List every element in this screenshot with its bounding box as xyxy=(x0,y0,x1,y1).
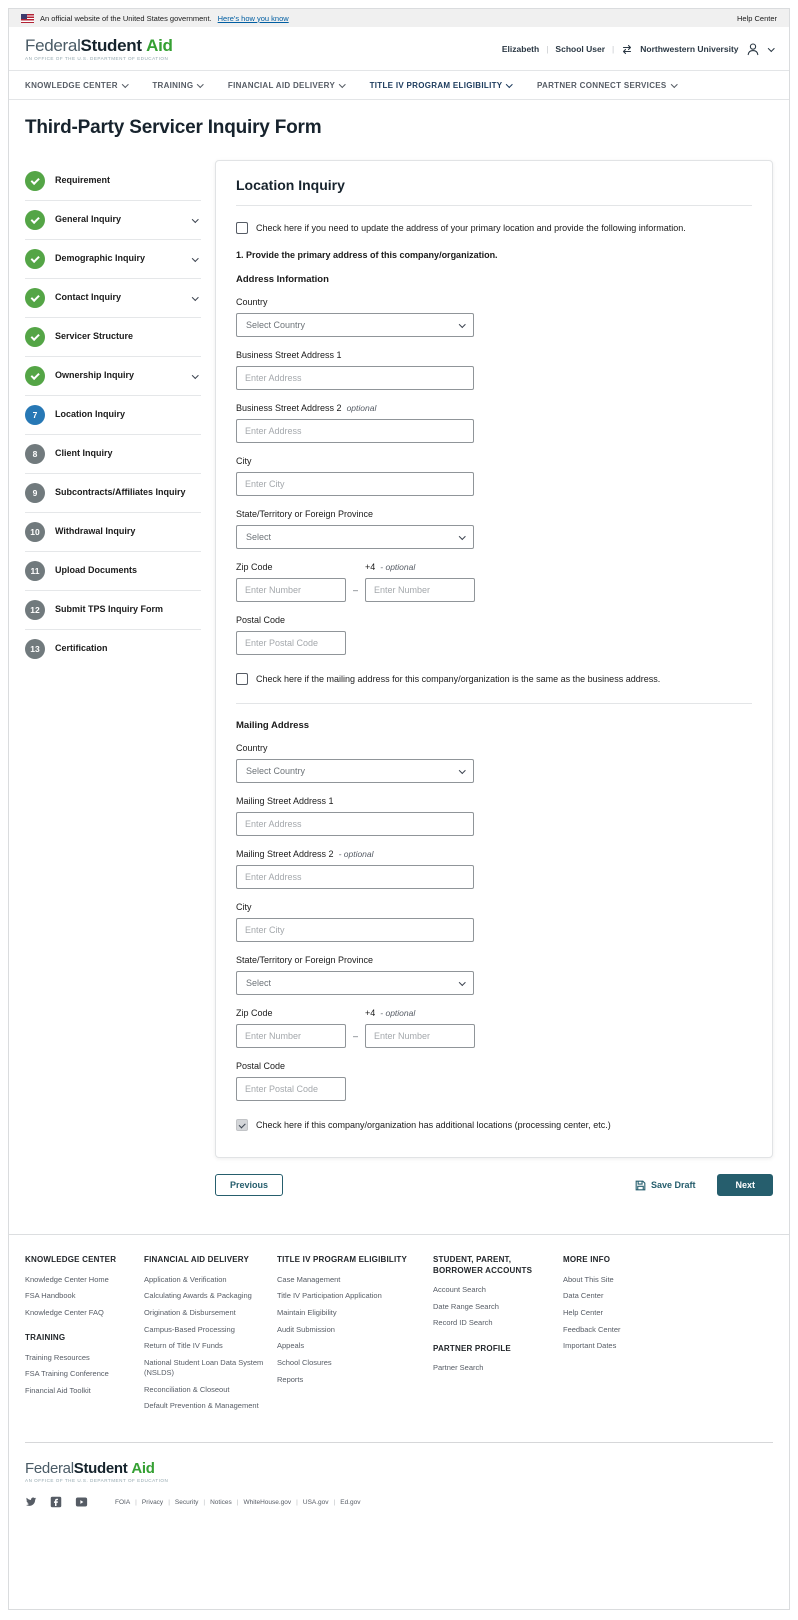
chevron-down-icon xyxy=(122,81,128,87)
select-value: Select Country xyxy=(246,766,306,777)
logo-aid: Aid xyxy=(146,36,173,55)
footer-bottom-row xyxy=(25,1496,773,1514)
field-label: Mailing Street Address 1 xyxy=(236,796,334,807)
nav-partner-connect-services[interactable] xyxy=(537,81,676,90)
nav-financial-aid-delivery[interactable] xyxy=(228,81,345,90)
primary-nav xyxy=(9,70,789,100)
step-number: 7 xyxy=(25,405,45,425)
banner-text: An official website of the United States government. xyxy=(40,13,212,23)
footer-bottom-link[interactable]: Security | xyxy=(175,1499,210,1506)
location-inquiry-card xyxy=(215,160,773,1158)
chevron-down-icon[interactable] xyxy=(768,45,774,51)
logo-federal: Federal xyxy=(25,1460,74,1478)
site-footer xyxy=(9,1234,789,1526)
step-number: 13 xyxy=(25,639,45,659)
card-title: Location Inquiry xyxy=(236,177,345,193)
logo-tagline: AN OFFICE OF THE U.S. DEPARTMENT OF EDUCATION xyxy=(25,1478,169,1484)
chevron-down-icon xyxy=(459,321,465,327)
footer-section-knowledge-center xyxy=(25,1255,144,1318)
business-city-field xyxy=(236,456,752,496)
footer-bottom-link[interactable]: Notices | xyxy=(210,1499,243,1506)
footer-links xyxy=(277,1275,423,1385)
checkbox-unchecked-icon[interactable] xyxy=(236,673,248,685)
footer-link[interactable]: Case Management xyxy=(277,1274,341,1284)
business-city-input[interactable] xyxy=(236,472,474,496)
additional-locations-checkbox-row[interactable] xyxy=(236,1119,752,1131)
footer-link[interactable]: Knowledge Center FAQ xyxy=(25,1308,104,1318)
footer-link[interactable]: Title IV Participation Application xyxy=(277,1291,382,1301)
mailing-country-select[interactable] xyxy=(236,759,474,783)
footer-bottom-link[interactable]: USA.gov | xyxy=(303,1499,340,1506)
stepper-item-general-inquiry[interactable] xyxy=(25,201,201,240)
footer-link[interactable]: Record ID Search xyxy=(433,1318,493,1328)
check-icon xyxy=(25,327,45,347)
footer-link[interactable]: Partner Search xyxy=(433,1362,484,1372)
footer-link[interactable]: Origination & Disbursement xyxy=(144,1308,236,1318)
footer-bottom-link[interactable]: Privacy | xyxy=(142,1499,175,1506)
nav-knowledge-center[interactable] xyxy=(25,81,127,90)
us-flag-icon xyxy=(21,14,34,23)
nav-label: FINANCIAL AID DELIVERY xyxy=(227,80,336,90)
business-street-address-1-field xyxy=(236,350,752,390)
field-label: Zip Code xyxy=(236,1008,273,1019)
business-postal-code-input[interactable] xyxy=(236,631,346,655)
save-draft-button[interactable] xyxy=(633,1176,698,1195)
address-information-heading: Address Information xyxy=(236,274,329,286)
stepper-item-subcontracts-affiliates-inquiry[interactable] xyxy=(25,474,201,513)
person-icon[interactable] xyxy=(746,42,760,56)
footer-link[interactable]: Audit Submission xyxy=(277,1324,335,1334)
step-label: Contact Inquiry xyxy=(55,292,122,303)
footer-column-2 xyxy=(144,1255,277,1426)
mailing-postal-code-input[interactable] xyxy=(236,1077,346,1101)
stepper-item-contact-inquiry[interactable] xyxy=(25,279,201,318)
check-icon xyxy=(25,210,45,230)
save-draft-label: Save Draft xyxy=(650,1180,696,1191)
step-label: Requirement xyxy=(55,175,111,186)
mailing-state-field xyxy=(236,955,752,995)
step-label: Certification xyxy=(55,643,108,654)
footer-links xyxy=(144,1275,267,1412)
check-icon xyxy=(25,288,45,308)
mailing-zip-plus4-field xyxy=(365,1008,475,1048)
nav-title-iv-program-eligibility[interactable] xyxy=(370,81,512,90)
form-actions xyxy=(215,1174,773,1196)
field-label: Country xyxy=(236,297,268,308)
logo-student: Student xyxy=(73,1460,128,1478)
fsa-logo[interactable] xyxy=(25,37,173,61)
user-name: Elizabeth xyxy=(501,44,540,54)
stepper-item-withdrawal-inquiry[interactable] xyxy=(25,513,201,552)
page xyxy=(8,8,790,1610)
footer-link[interactable]: Calculating Awards & Packaging xyxy=(144,1291,252,1301)
stepper-sidebar xyxy=(25,160,201,668)
step-label: Withdrawal Inquiry xyxy=(55,526,136,537)
business-postal-code-field xyxy=(236,615,752,655)
nav-label: PARTNER CONNECT SERVICES xyxy=(536,80,667,90)
how-you-know-link[interactable]: Here's how you know xyxy=(217,13,289,23)
footer-link[interactable]: Reports xyxy=(277,1374,304,1384)
footer-column-1 xyxy=(25,1255,144,1426)
mailing-state-select[interactable] xyxy=(236,971,474,995)
mailing-zip-input[interactable] xyxy=(236,1024,346,1048)
step-label: Location Inquiry xyxy=(55,409,126,420)
user-menu xyxy=(502,42,773,56)
footer-column-3 xyxy=(277,1255,433,1426)
footer-link[interactable]: FSA Handbook xyxy=(25,1291,76,1301)
footer-link[interactable]: Campus-Based Processing xyxy=(144,1324,235,1334)
divider xyxy=(236,205,752,206)
business-zip-row xyxy=(236,562,752,602)
mailing-zip-plus4-input[interactable] xyxy=(365,1024,475,1048)
footer-heading: FINANCIAL AID DELIVERY xyxy=(144,1255,249,1265)
field-label: State/Territory or Foreign Province xyxy=(236,955,374,966)
checkbox-label: Check here if this company/organization has additional locations (processing center, etc.) xyxy=(256,1120,611,1131)
field-label: Zip Code xyxy=(236,562,273,573)
footer-link[interactable]: Account Search xyxy=(433,1285,486,1295)
field-label: Mailing Street Address 2 xyxy=(236,849,334,860)
step-label: Subcontracts/Affiliates Inquiry xyxy=(55,487,186,498)
business-street-address-2-field xyxy=(236,403,752,443)
chevron-down-icon xyxy=(339,81,345,87)
footer-link[interactable]: Appeals xyxy=(277,1341,305,1351)
step-label: General Inquiry xyxy=(55,214,122,225)
previous-button[interactable]: Previous xyxy=(215,1174,283,1196)
footer-links xyxy=(563,1275,763,1352)
step-label: Servicer Structure xyxy=(55,331,134,342)
select-value: Select xyxy=(246,532,272,543)
footer-links xyxy=(25,1275,134,1318)
footer-links xyxy=(433,1285,553,1328)
footer-bottom-link[interactable]: FOIA | xyxy=(115,1499,142,1506)
zip-dash: – xyxy=(353,585,359,596)
youtube-icon[interactable] xyxy=(75,1496,88,1508)
checkbox-checked-icon[interactable] xyxy=(236,1119,248,1131)
footer-section-student-parent-borrower-accounts xyxy=(433,1255,563,1328)
footer-section-title-iv-program-eligibility xyxy=(277,1255,433,1384)
help-center-link[interactable]: Help Center xyxy=(736,13,777,23)
footer-heading: STUDENT, PARENT, BORROWER ACCOUNTS xyxy=(433,1255,533,1275)
stepper-item-submit-tps-inquiry-form[interactable] xyxy=(25,591,201,630)
stepper-item-client-inquiry[interactable] xyxy=(25,435,201,474)
step-number: 11 xyxy=(25,561,45,581)
field-label: City xyxy=(236,902,252,913)
optional-hint: optional xyxy=(346,403,377,414)
footer-link[interactable]: School Closures xyxy=(277,1357,332,1367)
mailing-city-field xyxy=(236,902,752,942)
footer-heading: TRAINING xyxy=(25,1333,66,1343)
footer-links xyxy=(433,1363,553,1373)
mailing-street-address-2-input[interactable] xyxy=(236,865,474,889)
logo-tagline: AN OFFICE OF THE U.S. DEPARTMENT OF EDUCATION xyxy=(25,56,169,61)
chevron-down-icon xyxy=(459,533,465,539)
field-label: +4 xyxy=(365,562,376,573)
business-street-address-2-input[interactable] xyxy=(236,419,474,443)
site-header xyxy=(9,27,789,70)
stepper-item-requirement[interactable] xyxy=(25,162,201,201)
footer-column-5 xyxy=(563,1255,773,1426)
logo-federal: Federal xyxy=(25,36,81,55)
stepper-item-ownership-inquiry[interactable] xyxy=(25,357,201,396)
nav-label: TITLE IV PROGRAM ELIGIBILITY xyxy=(369,80,503,90)
stepper-item-location-inquiry[interactable] xyxy=(25,396,201,435)
footer-link[interactable]: Maintain Eligibility xyxy=(277,1308,337,1318)
stepper-item-servicer-structure[interactable] xyxy=(25,318,201,357)
footer-heading: MORE INFO xyxy=(563,1255,611,1265)
business-zip-plus4-input[interactable] xyxy=(365,578,475,602)
question-1: 1. Provide the primary address of this company/organization. xyxy=(236,250,498,261)
footer-heading: KNOWLEDGE CENTER xyxy=(25,1255,117,1265)
footer-link[interactable]: Return of Title IV Funds xyxy=(144,1341,223,1351)
step-label: Demographic Inquiry xyxy=(55,253,146,264)
footer-fsa-logo[interactable] xyxy=(25,1461,773,1483)
footer-link[interactable]: FSA Training Conference xyxy=(25,1369,109,1379)
zip-dash: – xyxy=(353,1031,359,1042)
mailing-country-field xyxy=(236,743,752,783)
footer-link[interactable]: Important Dates xyxy=(563,1341,617,1351)
mailing-zip-field xyxy=(236,1008,346,1048)
check-icon xyxy=(25,366,45,386)
optional-hint: - optional xyxy=(380,562,416,573)
user-org[interactable]: Northwestern University xyxy=(640,44,739,54)
footer-bottom-link[interactable]: WhiteHouse.gov | xyxy=(243,1499,302,1506)
footer-bottom-links xyxy=(115,1499,360,1506)
footer-section-more-info xyxy=(563,1255,773,1351)
footer-column-4 xyxy=(433,1255,563,1426)
chevron-down-icon xyxy=(459,767,465,773)
footer-link[interactable]: Data Center xyxy=(563,1291,604,1301)
step-number: 8 xyxy=(25,444,45,464)
next-button[interactable]: Next xyxy=(717,1174,773,1196)
footer-link[interactable]: Feedback Center xyxy=(563,1324,621,1334)
gov-banner xyxy=(9,9,789,27)
footer-link[interactable]: Financial Aid Toolkit xyxy=(25,1385,91,1395)
business-country-field xyxy=(236,297,752,337)
field-label: +4 xyxy=(365,1008,376,1019)
divider: | xyxy=(612,44,615,54)
chevron-down-icon xyxy=(197,81,203,87)
mailing-street-address-1-field xyxy=(236,796,752,836)
divider: | xyxy=(546,44,549,54)
mailing-address-heading: Mailing Address xyxy=(236,720,310,732)
field-label: Business Street Address 2 xyxy=(236,403,342,414)
chevron-down-icon[interactable] xyxy=(192,216,198,222)
mailing-postal-code-field xyxy=(236,1061,752,1101)
business-state-select[interactable] xyxy=(236,525,474,549)
logo-aid: Aid xyxy=(131,1460,155,1478)
footer-link[interactable]: National Student Loan Data System (NSLDS) xyxy=(144,1357,264,1378)
facebook-icon[interactable] xyxy=(50,1496,62,1508)
twitter-icon[interactable] xyxy=(25,1496,37,1508)
footer-heading: TITLE IV PROGRAM ELIGIBILITY xyxy=(277,1255,408,1265)
step-number: 10 xyxy=(25,522,45,542)
nav-label: KNOWLEDGE CENTER xyxy=(25,80,118,90)
footer-section-financial-aid-delivery xyxy=(144,1255,277,1411)
step-label: Submit TPS Inquiry Form xyxy=(55,604,164,615)
stepper-item-upload-documents[interactable] xyxy=(25,552,201,591)
field-label: State/Territory or Foreign Province xyxy=(236,509,374,520)
footer-bottom-link[interactable]: Ed.gov xyxy=(340,1498,361,1506)
update-address-checkbox-row[interactable] xyxy=(236,222,752,234)
footer-link[interactable]: Training Resources xyxy=(25,1352,90,1362)
step-label: Client Inquiry xyxy=(55,448,113,459)
business-zip-plus4-field xyxy=(365,562,475,602)
footer-link[interactable]: Reconciliation & Closeout xyxy=(144,1384,230,1394)
business-state-field xyxy=(236,509,752,549)
business-zip-input[interactable] xyxy=(236,578,346,602)
divider xyxy=(25,1442,773,1443)
footer-link[interactable]: Application & Verification xyxy=(144,1274,227,1284)
checkbox-unchecked-icon[interactable] xyxy=(236,222,248,234)
step-number: 9 xyxy=(25,483,45,503)
stepper-item-certification[interactable] xyxy=(25,630,201,668)
logo-student: Student xyxy=(80,36,142,55)
stepper-item-demographic-inquiry[interactable] xyxy=(25,240,201,279)
step-label: Ownership Inquiry xyxy=(55,370,135,381)
select-value: Select Country xyxy=(246,320,306,331)
footer-link[interactable]: Default Prevention & Management xyxy=(144,1401,259,1411)
footer-section-partner-profile xyxy=(433,1344,563,1374)
checkbox-label: Check here if the mailing address for this company/organization is the same as the business address. xyxy=(256,674,661,685)
same-as-business-checkbox-row[interactable] xyxy=(236,673,752,685)
mailing-city-input[interactable] xyxy=(236,918,474,942)
field-label: Business Street Address 1 xyxy=(236,350,342,361)
nav-label: TRAINING xyxy=(152,80,194,90)
switch-org-icon[interactable] xyxy=(621,44,633,55)
footer-section-training xyxy=(25,1333,144,1396)
mailing-zip-row xyxy=(236,1008,752,1048)
select-value: Select xyxy=(246,978,272,989)
business-country-select[interactable] xyxy=(236,313,474,337)
footer-heading: PARTNER PROFILE xyxy=(433,1343,511,1353)
footer-link[interactable]: Help Center xyxy=(563,1308,604,1318)
footer-link[interactable]: Knowledge Center Home xyxy=(25,1274,109,1284)
nav-training[interactable] xyxy=(152,81,203,90)
optional-hint: - optional xyxy=(338,849,374,860)
step-label: Upload Documents xyxy=(55,565,138,576)
chevron-down-icon[interactable] xyxy=(192,294,198,300)
page-title: Third-Party Servicer Inquiry Form xyxy=(25,117,322,138)
chevron-down-icon xyxy=(459,979,465,985)
optional-hint: - optional xyxy=(380,1008,416,1019)
field-label: City xyxy=(236,456,252,467)
business-street-address-1-input[interactable] xyxy=(236,366,474,390)
mailing-street-address-2-field xyxy=(236,849,752,889)
step-number: 12 xyxy=(25,600,45,620)
divider xyxy=(236,703,752,704)
field-label: Country xyxy=(236,743,268,754)
field-label: Postal Code xyxy=(236,1061,286,1072)
chevron-down-icon[interactable] xyxy=(192,372,198,378)
user-role: School User xyxy=(555,44,606,54)
chevron-down-icon[interactable] xyxy=(192,255,198,261)
chevron-down-icon xyxy=(671,81,677,87)
footer-links xyxy=(25,1353,134,1396)
footer-link[interactable]: Date Range Search xyxy=(433,1301,499,1311)
field-label: Postal Code xyxy=(236,615,286,626)
check-icon xyxy=(25,249,45,269)
checkbox-label: Check here if you need to update the address of your primary location and provide the following information. xyxy=(256,223,686,233)
business-zip-field xyxy=(236,562,346,602)
check-icon xyxy=(25,171,45,191)
footer-link[interactable]: About This Site xyxy=(563,1274,614,1284)
mailing-street-address-1-input[interactable] xyxy=(236,812,474,836)
chevron-down-icon xyxy=(507,81,513,87)
floppy-disk-icon xyxy=(635,1180,646,1191)
